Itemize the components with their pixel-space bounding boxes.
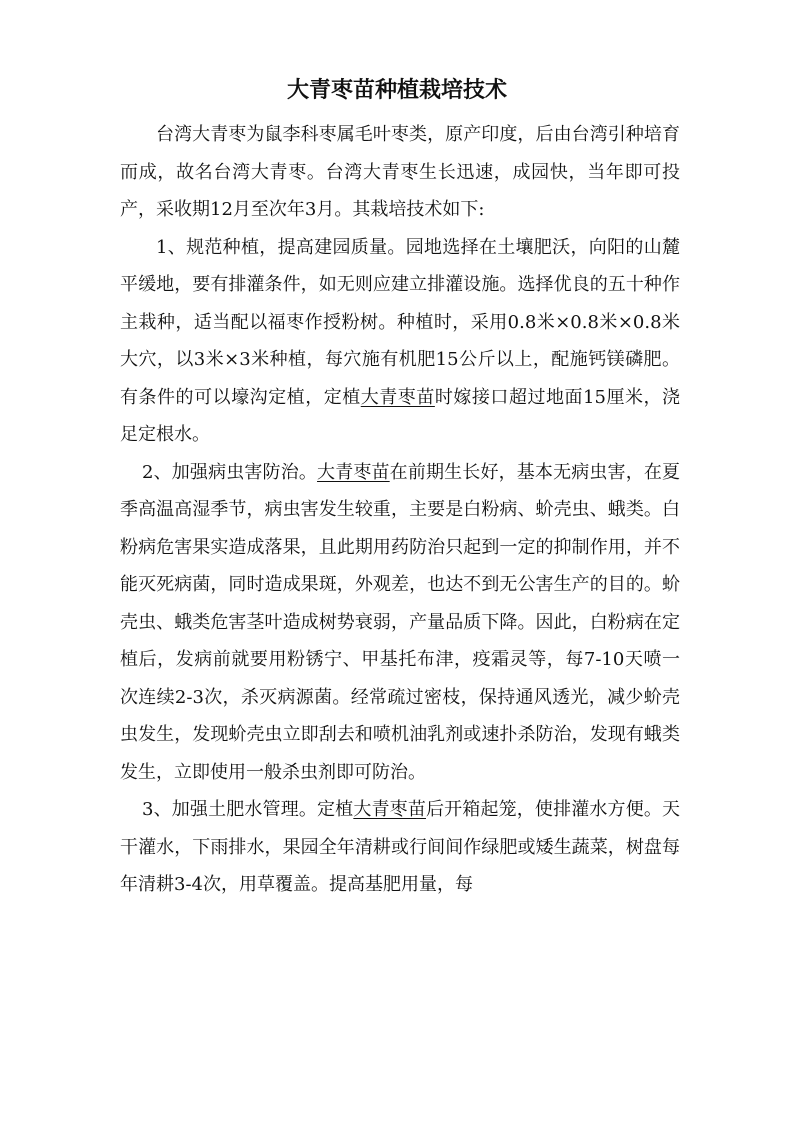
paragraph-text: 2、加强病虫害防治。: [142, 461, 318, 483]
keyword-link[interactable]: 大青枣苗: [353, 799, 426, 820]
paragraph-text: 3、加强土肥水管理。定植: [142, 799, 354, 820]
document-body: [120, 116, 680, 904]
paragraph-text: 在前期生长好，基本无病虫害，在夏季高温高湿季节，病虫害发生较重，主要是白粉病、蚧壳虫、蛾类。白粉病危害果实造成落果，且此期用药防治只起到一定的抑制作用，并不能灭死病菌，同时造成果斑，外观差，也达不到无公害生产的目的。蚧壳虫、蛾类危害茎叶造成树势衰弱，产量品质下降。因此，白粉病在定植后，发病前就要用粉锈宁、甲基托布津，疫霜灵等，每7-10天喷一次连续2-3次，杀灭病源菌。经常疏过密枝，保持通风透光，减少蚧壳虫发生，发现蚧壳虫立即刮去和喷机油乳剂或速扑杀防治，发现有蛾类发生，立即使用一般杀虫剂即可防治。: [120, 461, 681, 783]
paragraph-text: 时嫁接口超过地面15厘米，浇足定根水。: [120, 386, 681, 445]
paragraph-section-3: [120, 791, 680, 904]
paragraph-text: 1、规范种植，提高建园质量。园地选择在土壤肥沃，向阳的山麓平缓地，要有排灌条件，如无则应建立排灌设施。选择优良的五十种作主栽种，适当配以福枣作授粉树。种植时，采用0.8米×0.8米×0.8米大穴，以3米×3米种植，每穴施有机肥15公斤以上，配施钙镁磷肥。有条件的可以壕沟定植，定植: [120, 236, 680, 408]
paragraph-intro: 台湾大青枣为鼠李科枣属毛叶枣类，原产印度，后由台湾引种培育而成，故名台湾大青枣。台湾大青枣生长迅速，成园快，当年即可投产，采收期12月至次年3月。其栽培技术如下:: [120, 124, 680, 220]
paragraph-text: 后开箱起笼，使排灌水方便。天干灌水，下雨排水，果园全年清耕或行间间作绿肥或矮生蔬菜，树盘每年清耕3-4次，用草覆盖。提高基肥用量，每: [120, 799, 681, 895]
paragraph-section-2: [120, 454, 680, 792]
keyword-link[interactable]: 大青枣苗: [317, 461, 390, 483]
document-title: 大青枣苗种植栽培技术: [286, 78, 507, 103]
paragraph-section-1: [120, 229, 680, 454]
keyword-link[interactable]: 大青枣苗: [360, 386, 435, 408]
